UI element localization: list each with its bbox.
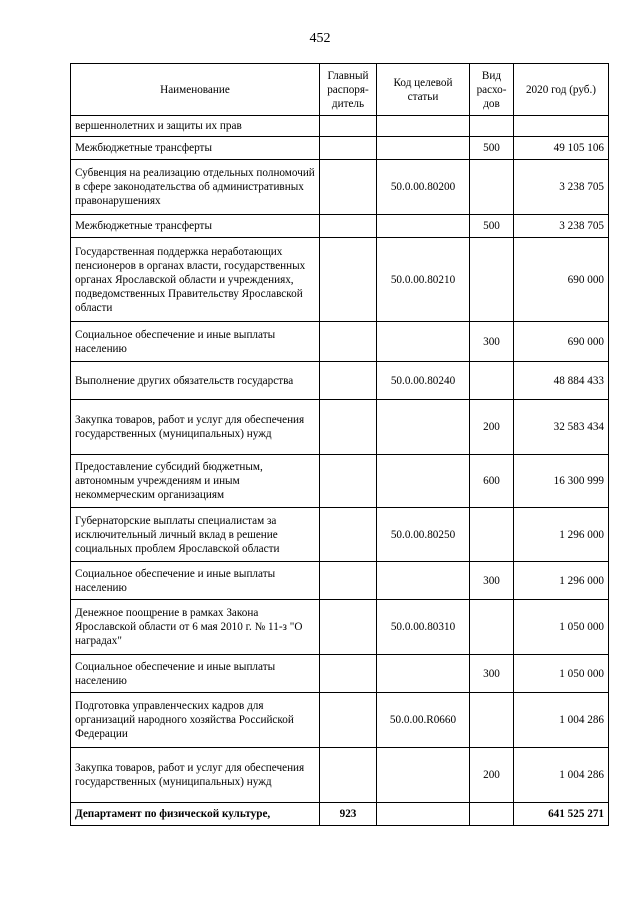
budget-table [70,63,609,826]
cell-name: Межбюджетные трансферты [71,137,320,160]
cell-name: Государственная поддержка неработающих пенсионеров в органах власти, государственных органах Ярославской области и учреждениях, подведомственных Правительству Ярославской области [71,238,320,322]
table-row [71,322,609,362]
cell-amount: 1 050 000 [514,655,609,693]
cell-type: 300 [470,655,514,693]
cell-code [377,455,470,508]
table-row [71,362,609,400]
cell-code: 50.0.00.80210 [377,238,470,322]
cell-type [470,803,514,826]
table-row [71,137,609,160]
cell-amount: 32 583 434 [514,400,609,455]
table-row [71,215,609,238]
table-row [71,455,609,508]
table-row [71,655,609,693]
cell-admin [320,400,377,455]
cell-code: 50.0.00.R0660 [377,693,470,748]
cell-type [470,116,514,137]
cell-amount: 690 000 [514,238,609,322]
cell-code [377,400,470,455]
header-admin: Главный распоря-дитель [320,64,377,116]
cell-admin [320,693,377,748]
cell-amount: 3 238 705 [514,215,609,238]
cell-type [470,508,514,562]
cell-code [377,137,470,160]
cell-type: 300 [470,562,514,600]
cell-admin [320,362,377,400]
cell-code: 50.0.00.80310 [377,600,470,655]
cell-amount: 641 525 271 [514,803,609,826]
cell-type: 200 [470,748,514,803]
cell-admin [320,238,377,322]
cell-admin [320,137,377,160]
cell-amount [514,116,609,137]
cell-name: Межбюджетные трансферты [71,215,320,238]
table-row [71,600,609,655]
table-row [71,562,609,600]
page-number: 452 [309,31,331,46]
header-amount: 2020 год (руб.) [514,64,609,116]
table-row [71,508,609,562]
cell-name: Департамент по физической культуре, [71,803,320,826]
cell-type [470,362,514,400]
cell-name: Выполнение других обязательств государства [71,362,320,400]
table-row [71,748,609,803]
cell-name: вершеннолетних и защиты их прав [71,116,320,137]
cell-type [470,600,514,655]
cell-code [377,322,470,362]
cell-amount: 3 238 705 [514,160,609,215]
table-header-row [71,64,609,116]
table-row [71,400,609,455]
cell-type [470,693,514,748]
table-row [71,160,609,215]
cell-admin [320,116,377,137]
cell-name: Предоставление субсидий бюджетным, автономным учреждениям и иным некоммерческим организациям [71,455,320,508]
cell-admin [320,562,377,600]
table-row-total [71,803,609,826]
cell-type: 500 [470,215,514,238]
cell-code [377,803,470,826]
cell-type: 300 [470,322,514,362]
cell-name: Субвенция на реализацию отдельных полномочий в сфере законодательства об административных правонарушениях [71,160,320,215]
cell-code [377,116,470,137]
cell-amount: 1 004 286 [514,693,609,748]
cell-name: Социальное обеспечение и иные выплаты населению [71,562,320,600]
cell-code [377,748,470,803]
cell-code: 50.0.00.80250 [377,508,470,562]
cell-type: 200 [470,400,514,455]
header-name: Наименование [71,64,320,116]
cell-name: Закупка товаров, работ и услуг для обеспечения государственных (муниципальных) нужд [71,400,320,455]
cell-name: Губернаторские выплаты специалистам за исключительный личный вклад в решение социальных проблем Ярославской области [71,508,320,562]
cell-code [377,655,470,693]
cell-type [470,160,514,215]
header-type: Вид расхо-дов [470,64,514,116]
cell-amount: 16 300 999 [514,455,609,508]
cell-code: 50.0.00.80200 [377,160,470,215]
cell-admin [320,322,377,362]
cell-amount: 1 004 286 [514,748,609,803]
cell-type: 500 [470,137,514,160]
cell-admin: 923 [320,803,377,826]
cell-type [470,238,514,322]
cell-name: Социальное обеспечение и иные выплаты населению [71,655,320,693]
cell-admin [320,160,377,215]
cell-admin [320,748,377,803]
cell-admin [320,600,377,655]
cell-amount: 690 000 [514,322,609,362]
cell-admin [320,455,377,508]
cell-code: 50.0.00.80240 [377,362,470,400]
header-code: Код целевой статьи [377,64,470,116]
cell-type: 600 [470,455,514,508]
table-row [71,116,609,137]
cell-amount: 1 296 000 [514,562,609,600]
cell-code [377,562,470,600]
table-row [71,238,609,322]
cell-amount: 1 296 000 [514,508,609,562]
cell-admin [320,655,377,693]
cell-amount: 49 105 106 [514,137,609,160]
cell-amount: 48 884 433 [514,362,609,400]
cell-admin [320,508,377,562]
cell-code [377,215,470,238]
cell-name: Социальное обеспечение и иные выплаты населению [71,322,320,362]
cell-name: Подготовка управленческих кадров для организаций народного хозяйства Российской Федерации [71,693,320,748]
table-row [71,693,609,748]
cell-admin [320,215,377,238]
cell-amount: 1 050 000 [514,600,609,655]
cell-name: Закупка товаров, работ и услуг для обеспечения государственных (муниципальных) нужд [71,748,320,803]
cell-name: Денежное поощрение в рамках Закона Ярославской области от 6 мая 2010 г. № 11-з "О наградах" [71,600,320,655]
